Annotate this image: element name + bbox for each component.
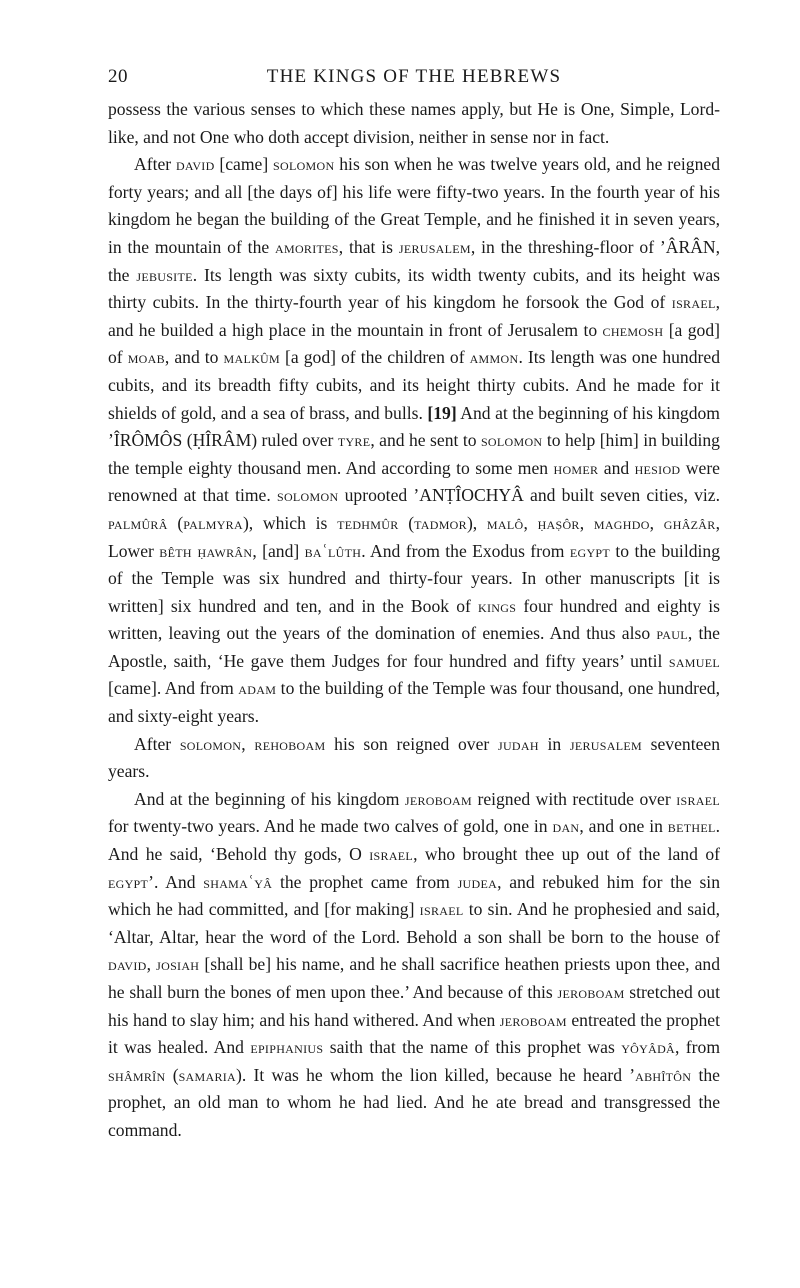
text-run: ). It was he whom the lion killed, because he heard ’ — [236, 1064, 636, 1085]
text-run: [came] — [214, 154, 273, 175]
text-run: reigned with rectitude over — [471, 788, 677, 809]
text-run: [came]. And from — [108, 678, 239, 699]
proper-name: israel — [676, 788, 720, 809]
text-run: for twenty-two years. And he made two calves of gold, one in — [108, 816, 553, 837]
text-run: and — [598, 457, 635, 478]
text-run: ), which is — [242, 512, 338, 533]
proper-name: jeroboam — [557, 982, 625, 1002]
proper-name: david — [175, 154, 215, 175]
proper-name: homer — [553, 457, 599, 478]
proper-name: shâmrîn — [108, 1064, 166, 1085]
proper-name: kings — [478, 595, 517, 616]
text-run: uprooted ’ANṬÎOCHYÂ and built seven cities, viz. — [338, 485, 721, 506]
proper-name: solomon — [480, 430, 543, 451]
text-run: , that is — [338, 236, 399, 257]
text-run: were renowned at that time. — [108, 457, 720, 506]
text-run: stretched out his hand to slay him; and his hand withered. And when — [108, 982, 720, 1030]
proper-name: maghdo — [593, 512, 650, 533]
text-run: in — [538, 733, 570, 754]
text-run: , — [146, 954, 157, 975]
text-run: [a god] of the children of — [279, 347, 470, 368]
proper-name: israel — [369, 844, 414, 865]
text-run: . And from the Exodus from — [361, 540, 570, 561]
paragraph — [108, 786, 720, 1145]
proper-name: josiah — [156, 954, 200, 975]
text-run: to the building of the Temple was four thousand, one hundred, and sixty-eight years. — [108, 678, 721, 727]
proper-name: solomon — [179, 733, 242, 754]
text-run: , — [579, 512, 594, 533]
proper-name: ammon — [469, 347, 519, 368]
proper-name: bethel — [667, 816, 716, 837]
proper-name: samaria — [178, 1064, 237, 1085]
proper-name: dan — [552, 816, 580, 837]
text-run: ( — [167, 512, 184, 533]
proper-name: jeroboam — [404, 788, 472, 809]
proper-name: egypt — [569, 540, 611, 561]
text-run: seventeen years. — [108, 733, 721, 782]
proper-name: rehoboam — [254, 733, 326, 754]
text-run: , — [241, 733, 255, 754]
text-run: ( — [398, 512, 415, 533]
text-run: . Its length was sixty cubits, its width twenty cubits, and its height was thirty cubits. In the thirty-fourth year of his kingdom he forsook the God of — [108, 264, 720, 313]
proper-name: ḥaṣôr — [537, 512, 580, 533]
text-run: to sin. And he prophesied and said, ‘Altar, Altar, hear the word of the Lord. Behold a son shall be born to the house of — [108, 899, 720, 947]
proper-name: bêth ḥawrân — [159, 540, 253, 561]
proper-name: jebusite — [136, 264, 193, 285]
text-run: After — [134, 733, 180, 754]
proper-name: yôyâdâ — [621, 1037, 676, 1058]
text-run: saith that the name of this prophet was — [323, 1037, 622, 1058]
proper-name: paul — [656, 623, 688, 644]
paragraph — [108, 731, 720, 786]
text-run: And at the beginning of his kingdom ’ÎRÔMÔS (ḤÎRÂM) ruled over — [108, 402, 720, 451]
proper-name: malô — [486, 512, 524, 533]
text-run: [shall be] his name, and he shall sacrifice heathen priests upon thee, and he shall burn the bones of men upon thee.’ And because of this — [108, 954, 721, 1002]
running-title: THE KINGS OF THE HEBREWS — [266, 66, 562, 87]
proper-name: david — [108, 954, 147, 975]
text-run: ), — [466, 512, 487, 533]
text-run: entreated the prophet it was healed. And — [108, 1009, 720, 1058]
proper-name: judah — [497, 733, 539, 754]
proper-name: malkûm — [223, 347, 280, 368]
text-run: , and one in — [579, 816, 668, 837]
text-run: , Lower — [108, 512, 720, 561]
text-run: , [and] — [252, 540, 305, 561]
text-run: , who brought thee up out of the land of — [413, 844, 720, 865]
text-run: [a god] of — [108, 319, 720, 368]
proper-name: adam — [238, 678, 277, 699]
text-run: , and rebuked him for the sin which he had committed, and [for making] — [108, 871, 720, 920]
text-run: to the building of the Temple was six hundred and thirty-four years. In other manuscripts [it is written] six hundred and ten, and in the Book of — [108, 540, 720, 616]
text-run: , and to — [164, 347, 224, 368]
proper-name: jeroboam — [499, 1009, 567, 1030]
proper-name: jerusalem — [398, 236, 471, 257]
proper-name: ghâzâr — [663, 512, 716, 533]
text-run: . And he said, ‘Behold thy gods, O — [108, 816, 720, 865]
text-run: his son reigned over — [325, 733, 498, 754]
text-run: his son when he was twelve years old, and he reigned forty years; and all [the days of] his life were fifty-two years. In the fourth year of his kingdom he began the building of the Great Temple, and he finished it in seven years, in the mountain of the — [108, 154, 720, 257]
text-run: , in the threshing-floor of ’ÂRÂN, the — [108, 236, 721, 285]
text-run: the prophet, an old man to whom he had lied. And he ate bread and transgressed the command. — [108, 1064, 720, 1140]
proper-name: chemosh — [602, 319, 664, 340]
proper-name: samuel — [668, 650, 720, 671]
text-run: , from — [675, 1037, 720, 1058]
proper-name: tedhmûr — [337, 512, 399, 533]
proper-name: solomon — [276, 485, 339, 506]
text-run: four hundred and eighty is written, leaving out the years of the domination of enemies. And thus also — [108, 595, 720, 644]
paragraph — [108, 96, 720, 151]
proper-name: palmûrâ — [108, 512, 168, 533]
proper-name: judea — [457, 871, 498, 892]
proper-name: abhîtôn — [635, 1064, 692, 1085]
paragraph — [108, 151, 720, 730]
text-run: ( — [165, 1064, 179, 1085]
proper-name: egypt — [108, 871, 149, 892]
text-run: to help [him] in building the temple eighty thousand men. And according to some men — [108, 430, 720, 478]
running-head — [108, 66, 720, 90]
text-run: the prophet came from — [272, 871, 458, 892]
proper-name: solomon — [273, 154, 335, 175]
proper-name: shamaʿyâ — [203, 871, 273, 892]
proper-name: jerusalem — [569, 733, 642, 754]
page-number: 20 — [108, 66, 128, 87]
text-run: ’. And — [148, 871, 204, 892]
proper-name: tadmor — [414, 512, 467, 533]
text-run: And at the beginning of his kingdom — [134, 788, 405, 809]
body-text — [108, 96, 720, 1145]
text-run: , and he builded a high place in the mountain in front of Jerusalem to — [108, 292, 720, 340]
proper-name: baʿlûth — [304, 540, 362, 561]
proper-name: moab — [127, 347, 165, 368]
text-run: , and he sent to — [370, 430, 481, 451]
folio-marker: [19] — [427, 402, 457, 423]
text-run: , — [649, 512, 664, 533]
proper-name: epiphanius — [250, 1037, 324, 1058]
text-run: , the Apostle, saith, ‘He gave them Judges for four hundred and fifty years’ until — [108, 623, 720, 671]
proper-name: palmyra — [183, 512, 243, 533]
text-run: possess the various senses to which these names apply, but He is One, Simple, Lord-like, and not One who doth accept division, neither in sense nor in fact. — [108, 99, 720, 147]
text-run: , — [523, 512, 538, 533]
proper-name: amorites — [275, 236, 339, 257]
proper-name: hesiod — [634, 457, 681, 478]
proper-name: israel — [671, 292, 716, 313]
proper-name: israel — [419, 899, 464, 920]
proper-name: tyre — [337, 430, 371, 451]
text-run: . Its length was one hundred cubits, and its breadth fifty cubits, and its height thirty cubits. And he made for it shields of gold, and a sea of brass, and bulls. — [108, 347, 720, 423]
text-run: After — [134, 154, 176, 175]
